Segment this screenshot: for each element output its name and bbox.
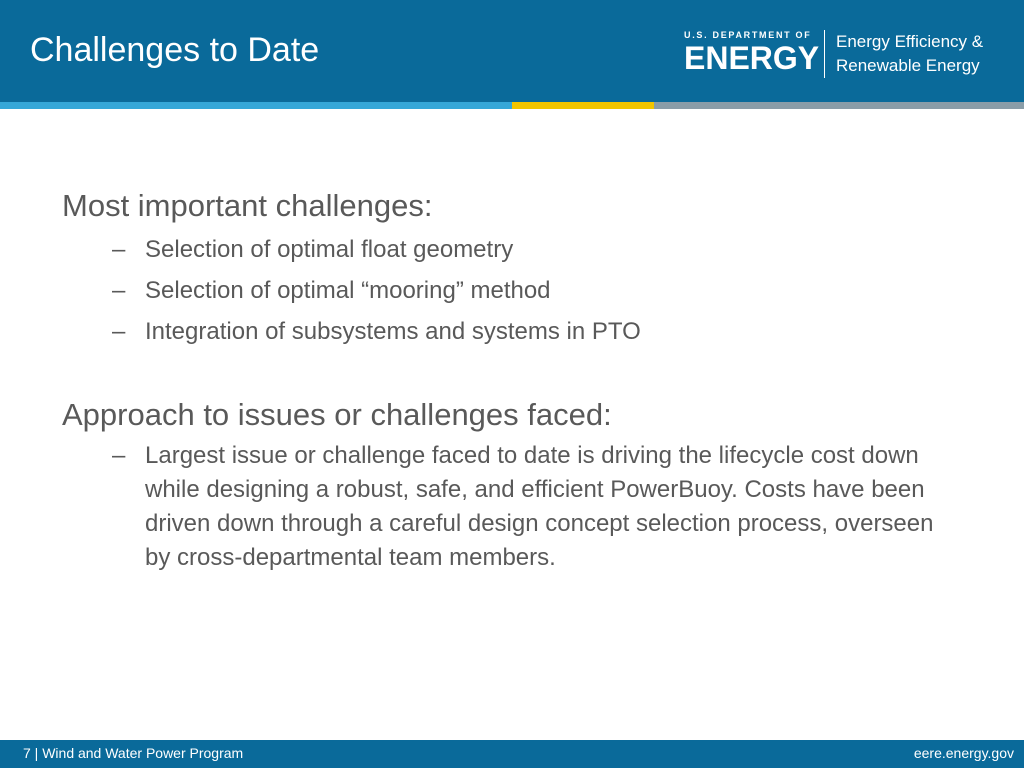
slide-body <box>62 186 962 575</box>
bullet-dash: – <box>112 277 126 304</box>
bullet-text: Selection of optimal float geometry <box>145 236 514 263</box>
bullet-dash: – <box>112 442 126 469</box>
bullet-dash: – <box>112 318 126 345</box>
footer-program: 7 | Wind and Water Power Program <box>23 745 244 761</box>
logo-eere-line1: Energy Efficiency & <box>836 32 984 51</box>
footer-website: eere.energy.gov <box>913 745 1014 761</box>
bullet-item <box>62 274 962 308</box>
bullet-text: Selection of optimal “mooring” method <box>145 277 551 304</box>
bullet-dash: – <box>112 236 126 263</box>
header-bar <box>0 0 1024 102</box>
bullet-item <box>62 233 962 267</box>
logo-energy-text: ENERGY <box>684 40 820 76</box>
section-heading: Approach to issues or challenges faced: <box>62 397 612 432</box>
bullet-text: Largest issue or challenge faced to date is driving the lifecycle cost down while designing a robust, safe, and efficient PowerBuoy. Costs have been driven down through a careful design concept selection process, overseen by cross-departmental team members. <box>145 442 934 571</box>
logo-eere-line2: Renewable Energy <box>836 56 980 75</box>
bullet-text: Integration of subsystems and systems in PTO <box>145 318 641 345</box>
accent-stripe-yellow <box>512 102 654 109</box>
slide-title: Challenges to Date <box>30 31 320 69</box>
accent-stripe-blue <box>0 102 512 109</box>
bullet-item <box>62 315 962 349</box>
footer-bar <box>0 740 1024 768</box>
logo-divider <box>824 30 825 78</box>
logo-department-text: U.S. DEPARTMENT OF <box>684 30 812 40</box>
section-heading: Most important challenges: <box>62 188 433 223</box>
section-approach <box>62 395 962 575</box>
section-challenges <box>62 186 962 349</box>
accent-stripe-gray <box>654 102 1024 109</box>
bullet-item <box>62 439 962 575</box>
logo-eere-text <box>836 30 1006 78</box>
doe-eere-logo <box>684 30 1004 80</box>
